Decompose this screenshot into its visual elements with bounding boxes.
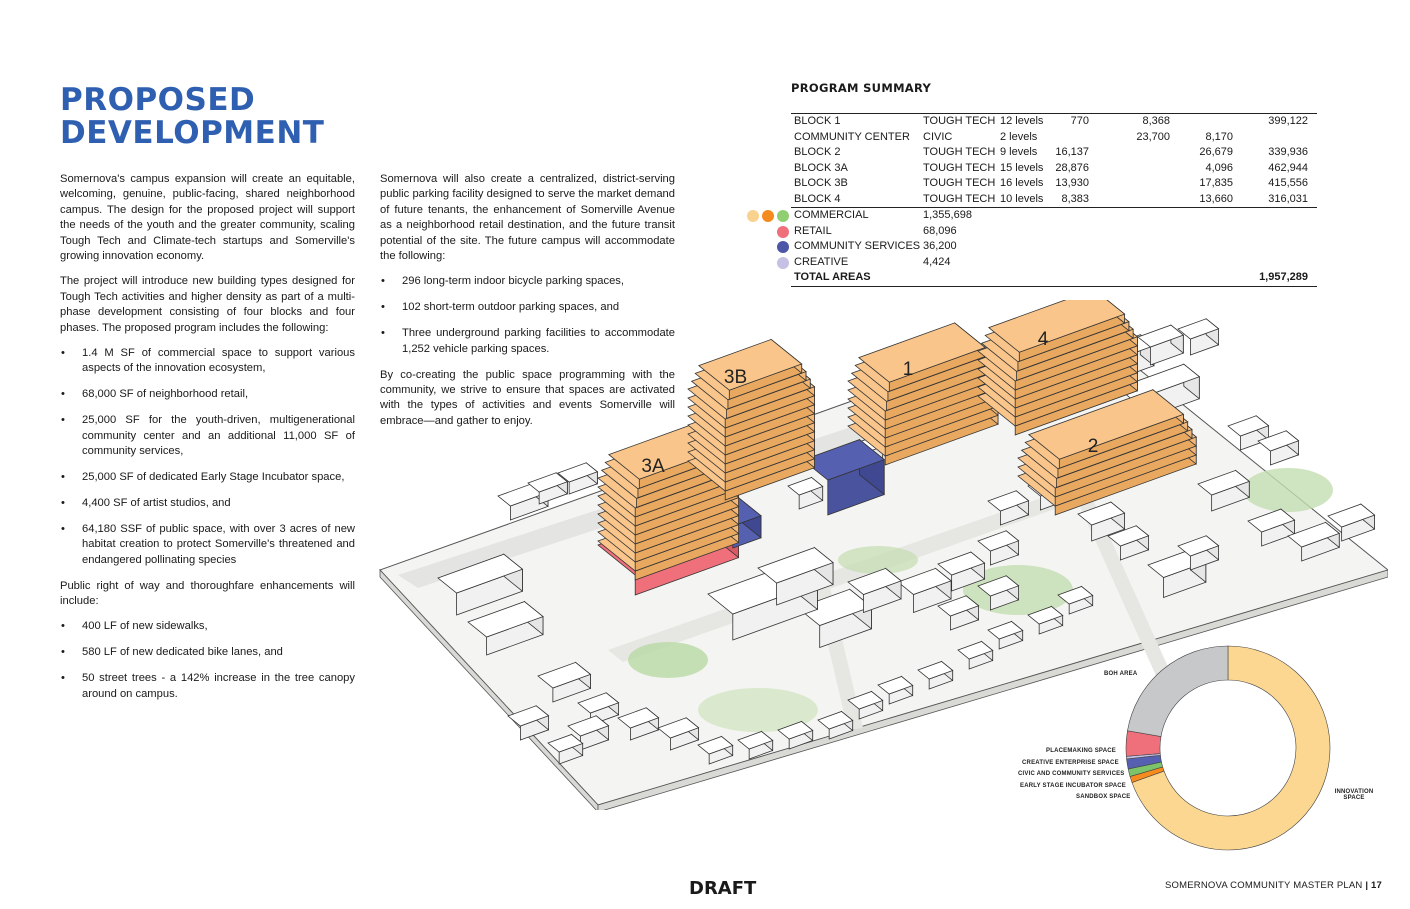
green-space xyxy=(838,546,918,574)
table-cell-name: BLOCK 1 xyxy=(794,115,841,127)
list-item: • Three underground parking facilities to accommodate 1,252 vehicle parking spaces. xyxy=(381,327,675,355)
table-row xyxy=(791,161,1317,177)
table-cell-v1: 8,383 xyxy=(1061,192,1089,205)
table-cell-type: TOUGH TECH xyxy=(923,161,996,174)
table-cell-v1: 16,137 xyxy=(1055,146,1089,158)
bullet-icon: • xyxy=(381,275,385,288)
summary-row xyxy=(791,224,1317,240)
bullet-icon: • xyxy=(381,301,385,314)
bullet-icon: • xyxy=(61,347,65,360)
table-cell-levels: 2 levels xyxy=(1000,130,1038,143)
total-row xyxy=(791,270,1317,287)
summary-value: 68,096 xyxy=(923,224,957,237)
page-title-line-2: DEVELOPMENT xyxy=(60,115,325,151)
page-title xyxy=(60,84,324,150)
table-row xyxy=(791,176,1317,192)
table-cell-v1: 13,930 xyxy=(1055,177,1089,189)
list-item: • 4,400 SF of artist studios, and xyxy=(60,496,355,511)
legend-swatch-icon xyxy=(777,210,789,222)
table-row xyxy=(791,145,1317,161)
list-item: • 296 long-term indoor bicycle parking spaces, xyxy=(380,274,675,289)
summary-value: 1,355,698 xyxy=(923,209,972,221)
list-item: • 580 LF of new dedicated bike lanes, and xyxy=(60,645,355,660)
table-row xyxy=(791,114,1317,130)
enhancements-list xyxy=(60,619,355,702)
donut-slice-label: EARLY STAGE INCUBATOR SPACE xyxy=(1020,783,1126,789)
table-cell-v4: 339,936 xyxy=(1268,146,1308,158)
bullet-icon: • xyxy=(61,414,65,427)
table-cell-v2: 23,700 xyxy=(1136,130,1170,143)
summary-label: COMMUNITY SERVICES xyxy=(794,240,921,252)
table-cell-type: TOUGH TECH xyxy=(923,177,996,189)
program-donut-chart xyxy=(1118,643,1338,853)
table-cell-v3: 26,679 xyxy=(1199,146,1233,158)
table-cell-v1: 770 xyxy=(1070,115,1089,127)
paragraph: Somernova will also create a centralized, district-serving public parking facility designed to serve the market demand of future tenants, the enhancement of Somerville Avenue as a neighborhood retail destination, and the future transit potential of the site. The future campus will accommodate the following: xyxy=(380,173,675,263)
donut-slice-label: CIVIC AND COMMUNITY SERVICES xyxy=(1018,771,1125,777)
table-cell-levels: 15 levels xyxy=(1000,161,1044,174)
bullet-icon: • xyxy=(61,522,65,535)
table-cell-type: TOUGH TECH xyxy=(923,115,996,127)
body-column-left xyxy=(60,172,355,712)
table-cell-levels: 10 levels xyxy=(1000,192,1044,205)
table-cell-levels: 9 levels xyxy=(1000,146,1038,158)
table-cell-type: CIVIC xyxy=(923,130,953,143)
table-cell-name: BLOCK 3A xyxy=(794,161,848,174)
green-space xyxy=(628,642,708,678)
list-item: • 50 street trees - a 142% increase in the tree canopy around on campus. xyxy=(61,672,355,700)
paragraph: The project will introduce new building types designed for Tough Tech activities and higher density as part of a multi-phase development consisting of four blocks and four phases. The proposed program includes the following: xyxy=(60,275,355,334)
table-cell-v2: 8,368 xyxy=(1142,115,1170,127)
total-value: 1,957,289 xyxy=(1259,271,1308,283)
legend-swatch-icon xyxy=(777,241,789,253)
donut-slice xyxy=(1127,646,1228,737)
table-row xyxy=(791,192,1317,209)
paragraph: Somernova's campus expansion will create an equitable, welcoming, genuine, public-facing, shared neighborhood campus. The design for the proposed project will support the needs of the youth and the greater community, scaling Tough Tech and Climate-tech startups and Somerville's growing innovation economy. xyxy=(60,173,355,263)
table-cell-name: COMMUNITY CENTER xyxy=(794,130,910,143)
list-item: • 25,000 SF of dedicated Early Stage Incubator space, xyxy=(60,470,355,485)
table-cell-v3: 4,096 xyxy=(1205,161,1233,174)
block-label: 3A xyxy=(641,456,665,477)
bullet-icon: • xyxy=(61,620,65,633)
summary-label: RETAIL xyxy=(794,224,832,237)
table-cell-name: BLOCK 2 xyxy=(794,146,841,158)
table-row xyxy=(791,130,1317,146)
table-cell-v3: 17,835 xyxy=(1199,177,1233,189)
bullet-icon: • xyxy=(61,496,65,509)
summary-value: 4,424 xyxy=(923,255,951,268)
table-cell-name: BLOCK 4 xyxy=(794,192,841,205)
document-title: SOMERNOVA COMMUNITY MASTER PLAN xyxy=(1165,880,1363,891)
legend-swatch-icon xyxy=(777,257,789,269)
program-summary-title: PROGRAM SUMMARY xyxy=(791,81,932,95)
bullet-icon: • xyxy=(61,388,65,401)
table-cell-levels: 16 levels xyxy=(1000,177,1044,189)
list-item: • 102 short-term outdoor parking spaces, and xyxy=(380,300,675,315)
summary-label: COMMERCIAL xyxy=(794,209,869,221)
green-space xyxy=(1243,468,1333,512)
table-cell-levels: 12 levels xyxy=(1000,115,1044,127)
donut-slice-label: CREATIVE ENTERPRISE SPACE xyxy=(1022,760,1119,766)
legend-swatch-icon xyxy=(777,226,789,238)
paragraph: By co-creating the public space programming with the community, we strive to ensure that spaces are activated with the types of activities and events Somerville will embrace—and gather to enjoy. xyxy=(380,368,675,427)
donut-slice-label: BOH AREA xyxy=(1104,671,1138,677)
summary-row xyxy=(791,239,1317,255)
block-label: 3B xyxy=(723,367,748,388)
donut-slice-label: SANDBOX SPACE xyxy=(1076,794,1131,800)
table-cell-v1: 28,876 xyxy=(1055,161,1089,174)
paragraph: Public right of way and thoroughfare enhancements will include: xyxy=(60,579,355,607)
block-label: 1 xyxy=(902,359,914,380)
donut-slice-label: INNOVATION SPACE xyxy=(1334,789,1374,801)
table-cell-v3: 8,170 xyxy=(1205,130,1233,143)
table-cell-type: TOUGH TECH xyxy=(923,192,996,205)
donut-slice-label: PLACEMAKING SPACE xyxy=(1046,748,1116,754)
list-item: • 25,000 SF for the youth-driven, multigenerational community center and an additional 11,000 SF of community services, xyxy=(61,414,355,458)
table-cell-v3: 13,660 xyxy=(1199,192,1233,205)
summary-value: 36,200 xyxy=(923,240,957,252)
list-item: • 64,180 SSF of public space, with over 3 acres of new habitat creation to protect Somerville's threatened and endangered pollinating species xyxy=(61,522,355,566)
summary-row xyxy=(791,255,1317,271)
legend-swatch-icon xyxy=(762,210,774,222)
list-item: • 400 LF of new sidewalks, xyxy=(60,619,355,634)
bullet-icon: • xyxy=(381,327,385,340)
footer-separator: | xyxy=(1365,880,1369,891)
list-item: • 68,000 SF of neighborhood retail, xyxy=(60,387,355,402)
summary-label: CREATIVE xyxy=(794,255,849,268)
page-number: 17 xyxy=(1371,880,1382,891)
table-cell-v4: 316,031 xyxy=(1268,192,1308,205)
page-title-line-1: PROPOSED xyxy=(60,82,256,118)
table-cell-type: TOUGH TECH xyxy=(923,146,996,158)
page-footer xyxy=(1165,880,1382,891)
table-cell-name: BLOCK 3B xyxy=(794,177,848,189)
program-list xyxy=(60,346,355,568)
table-cell-v4: 462,944 xyxy=(1268,161,1308,174)
block-label: 4 xyxy=(1037,329,1049,350)
bullet-icon: • xyxy=(61,471,65,483)
bullet-icon: • xyxy=(61,672,65,685)
list-item: • 1.4 M SF of commercial space to support various aspects of the innovation ecosystem, xyxy=(61,347,355,375)
block-label: 2 xyxy=(1087,436,1099,457)
draft-stamp: DRAFT xyxy=(689,878,757,899)
legend-swatch-icon xyxy=(747,210,759,222)
bullet-icon: • xyxy=(61,646,65,659)
table-cell-v4: 415,556 xyxy=(1268,177,1308,189)
table-cell-v4: 399,122 xyxy=(1268,115,1308,127)
program-summary-table xyxy=(791,113,1317,287)
summary-row xyxy=(791,208,1317,224)
total-label: TOTAL AREAS xyxy=(794,271,871,283)
